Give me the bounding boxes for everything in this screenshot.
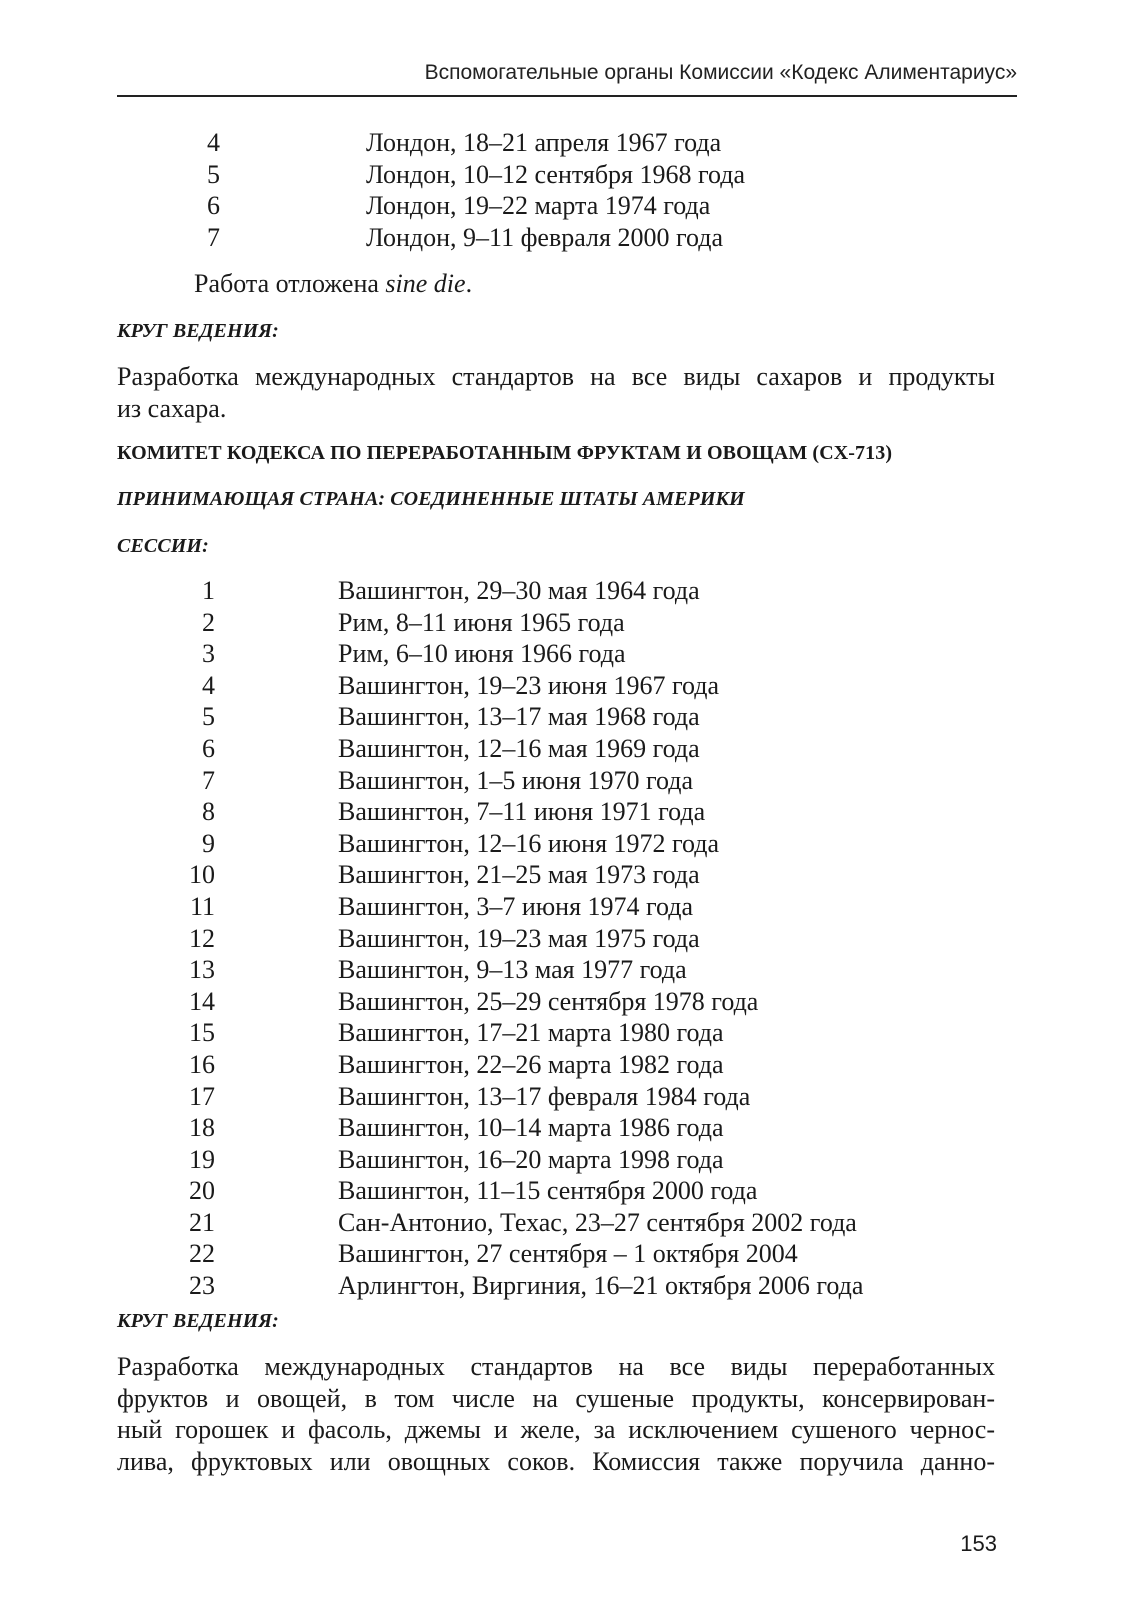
session-place-date: Лондон, 9–11 февраля 2000 года (366, 222, 723, 252)
session-place-date: Лондон, 10–12 сентября 1968 года (366, 159, 746, 189)
paragraph-line: Разработка международных стандартов на все виды сахаров и продукты (117, 362, 995, 391)
session-number: 4 (202, 670, 215, 700)
session-number: 19 (189, 1144, 215, 1174)
session-place-date: Вашингтон, 25–29 сентября 1978 года (338, 986, 759, 1016)
session-place-date: Сан-Антонио, Техас, 23–27 сентября 2002 года (338, 1207, 857, 1237)
session-number: 13 (189, 955, 215, 985)
paragraph-line: фруктов и овощей, в том числе на сушеные продукты, консервирован- (117, 1383, 995, 1413)
session-place-date: Вашингтон, 11–15 сентября 2000 года (338, 1176, 758, 1206)
host-country: ПРИНИМАЮЩАЯ СТРАНА: СОЕДИНЕННЫЕ ШТАТЫ АМЕРИКИ (117, 488, 745, 510)
session-place-date: Вашингтон, 22–26 марта 1982 года (338, 1049, 724, 1079)
session-place-date: Вашингтон, 29–30 мая 1964 года (338, 576, 700, 605)
session-number: 22 (189, 1239, 215, 1269)
session-number: 14 (189, 986, 215, 1016)
session-place-date: Вашингтон, 16–20 марта 1998 года (338, 1144, 724, 1174)
session-place-date: Вашингтон, 19–23 июня 1967 года (338, 670, 720, 700)
session-number: 7 (207, 222, 220, 252)
session-place-date: Лондон, 19–22 марта 1974 года (366, 191, 711, 221)
session-place-date: Вашингтон, 1–5 июня 1970 года (338, 765, 694, 795)
session-number: 20 (189, 1176, 215, 1206)
paragraph-line: лива, фруктовых или овощных соков. Комиссия также поручила данно- (117, 1446, 995, 1476)
session-number: 5 (202, 702, 215, 732)
session-number: 8 (202, 797, 215, 827)
session-number: 16 (189, 1049, 215, 1079)
paragraph-line: Разработка международных стандартов на все виды переработанных (117, 1352, 995, 1381)
session-place-date: Вашингтон, 12–16 мая 1969 года (338, 733, 700, 763)
running-header: Вспомогательные органы Комиссии «Кодекс Алиментариус» (424, 61, 1017, 84)
session-number: 6 (207, 191, 220, 221)
session-number: 6 (202, 733, 215, 763)
session-place-date: Вашингтон, 27 сентября – 1 октября 2004 (338, 1239, 798, 1269)
session-number: 12 (189, 923, 215, 953)
session-place-date: Вашингтон, 13–17 февраля 1984 года (338, 1081, 751, 1111)
session-number: 2 (202, 607, 215, 637)
session-number: 1 (202, 576, 215, 605)
session-place-date: Вашингтон, 13–17 мая 1968 года (338, 702, 700, 732)
session-number: 23 (189, 1271, 215, 1301)
terms-paragraph (117, 1351, 995, 1477)
session-place-date: Рим, 8–11 июня 1965 года (338, 607, 625, 637)
paragraph-line: из сахара. (117, 393, 227, 423)
adjourned-end: . (465, 269, 473, 298)
session-number: 18 (189, 1113, 215, 1143)
session-number: 7 (202, 765, 215, 795)
session-place-date: Вашингтон, 17–21 марта 1980 года (338, 1018, 724, 1048)
page-number: 153 (960, 1531, 997, 1556)
adjourned-note (194, 268, 472, 300)
terms-paragraph (117, 361, 995, 424)
session-place-date: Вашингтон, 9–13 мая 1977 года (338, 955, 687, 985)
committee-title: КОМИТЕТ КОДЕКСА ПО ПЕРЕРАБОТАННЫМ ФРУКТАМ И ОВОЩАМ (CX-713) (117, 442, 893, 464)
session-place-date: Рим, 6–10 июня 1966 года (338, 639, 626, 669)
session-number: 17 (189, 1081, 215, 1111)
session-number: 3 (202, 639, 215, 669)
terms-heading: КРУГ ВЕДЕНИЯ: (117, 320, 279, 342)
session-place-date: Вашингтон, 7–11 июня 1971 года (338, 797, 706, 827)
terms-heading: КРУГ ВЕДЕНИЯ: (117, 1310, 279, 1332)
session-number: 9 (202, 828, 215, 858)
adjourned-italic: sine die (385, 269, 466, 298)
session-number: 5 (207, 159, 220, 189)
session-number: 4 (207, 128, 220, 157)
session-place-date: Вашингтон, 10–14 марта 1986 года (338, 1113, 724, 1143)
sessions-heading: СЕССИИ: (117, 535, 209, 557)
session-place-date: Вашингтон, 19–23 мая 1975 года (338, 923, 700, 953)
paragraph-line: ный горошек и фасоль, джемы и желе, за исключением сушеного чернос- (117, 1415, 995, 1444)
header-rule (117, 95, 1017, 97)
session-place-date: Арлингтон, Виргиния, 16–21 октября 2006 года (338, 1271, 864, 1301)
session-place-date: Лондон, 18–21 апреля 1967 года (366, 128, 722, 157)
session-place-date: Вашингтон, 12–16 июня 1972 года (338, 828, 720, 858)
session-number: 15 (189, 1018, 215, 1048)
session-place-date: Вашингтон, 21–25 мая 1973 года (338, 860, 700, 890)
session-number: 11 (189, 891, 215, 921)
session-number: 10 (189, 860, 215, 890)
session-place-date: Вашингтон, 3–7 июня 1974 года (338, 891, 694, 921)
session-number: 21 (189, 1207, 215, 1237)
adjourned-text: Работа отложена (194, 269, 386, 298)
